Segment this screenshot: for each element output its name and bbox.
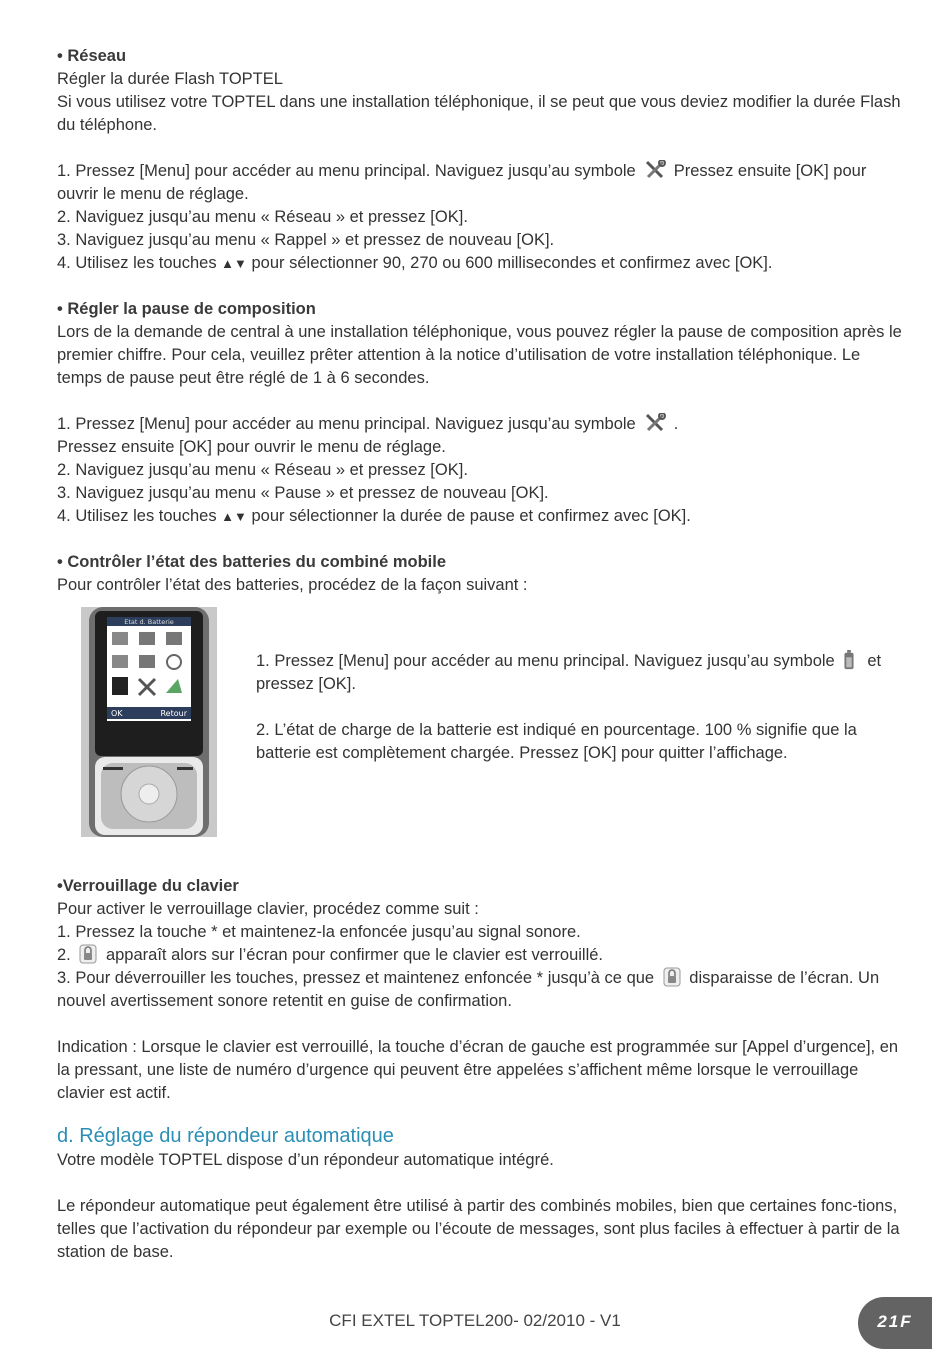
footer-text: CFI EXTEL TOPTEL200- 02/2010 - V1 [329, 1311, 621, 1330]
battery-steps [256, 650, 906, 765]
section-heading-batterie: • Contrôler l’état des batteries du combiné mobile [57, 553, 447, 571]
phone-handset-image [81, 607, 217, 837]
verrou-indication: Indication : Lorsque le clavier est verrouillé, la touche d’écran de gauche est programmée sur [Appel d’urgence], en la pressant, une liste de numéro d’urgence qui peuvent être appelées s’affichent même lorsque le verrouillage clavier est actif. [57, 1038, 899, 1102]
screen-ok-softkey: OK [111, 709, 123, 718]
batterie-step-1: 1. Pressez [Menu] pour accéder au menu principal. Naviguez jusqu’au symbole et pressez [OK]. [256, 652, 882, 693]
page-number-tab: 21F [858, 1297, 932, 1349]
lock-icon [663, 967, 681, 987]
repondeur-p1: Votre modèle TOPTEL dispose d’un répondeur automatique intégré. [57, 1151, 554, 1169]
reseau-step-2: 2. Naviguez jusqu’au menu « Réseau » et pressez [OK]. [57, 208, 468, 226]
reseau-step-4: 4. Utilisez les touches ▲▼ pour sélectionner 90, 270 ou 600 millisecondes et confirmez avec [OK]. [57, 254, 773, 272]
verrou-step-1: 1. Pressez la touche * et maintenez-la enfoncée jusqu’au signal sonore. [57, 923, 581, 941]
settings-tools-icon [642, 413, 668, 433]
up-down-arrows-icon: ▲▼ [221, 256, 247, 271]
pause-step-1: 1. Pressez [Menu] pour accéder au menu principal. Naviguez jusqu’au symbole . [57, 415, 679, 433]
verrou-step-2: 2. apparaît alors sur l’écran pour confirmer que le clavier est verrouillé. [57, 946, 604, 964]
pause-step-1-cont: Pressez ensuite [OK] pour ouvrir le menu de réglage. [57, 438, 446, 456]
section-heading-reseau: • Réseau [57, 47, 127, 65]
document-body [57, 45, 907, 1264]
batterie-step-2: 2. L’état de charge de la batterie est indiqué en pourcentage. 100 % signifie que la batterie est complètement chargée. Pressez [OK] pour quitter l’affichage. [256, 721, 857, 762]
pause-step-3: 3. Naviguez jusqu’au menu « Pause » et pressez de nouveau [OK]. [57, 484, 549, 502]
reseau-step-3: 3. Naviguez jusqu’au menu « Rappel » et pressez de nouveau [OK]. [57, 231, 555, 249]
reseau-intro: Si vous utilisez votre TOPTEL dans une installation téléphonique, il se peut que vous deviez modifier la durée Flash du téléphone. [57, 93, 901, 134]
battery-icon [841, 650, 857, 670]
settings-tools-icon [642, 160, 668, 180]
up-down-arrows-icon: ▲▼ [221, 509, 247, 524]
section-heading-verrouillage: •Verrouillage du clavier [57, 877, 239, 895]
reseau-subtitle: Régler la durée Flash TOPTEL [57, 70, 283, 88]
verrou-step-3: 3. Pour déverrouiller les touches, pressez et maintenez enfoncée * jusqu’à ce que disparaisse de l’écran. Un nouvel avertissement sonore retentit en guise de confirmation. [57, 969, 880, 1010]
section-heading-pause: • Régler la pause de composition [57, 300, 316, 318]
lock-icon [79, 944, 97, 964]
reseau-step-1: 1. Pressez [Menu] pour accéder au menu principal. Naviguez jusqu’au symbole Pressez ensuite [OK] pour ouvrir le menu de réglage. [57, 162, 867, 203]
screen-title: Etat d. Batterie [124, 618, 174, 626]
pause-intro: Lors de la demande de central à une installation téléphonique, vous pouvez régler la pause de composition après le premier chiffre. Pour cela, veuillez prêter attention à la notice d’utilisation de votre installation téléphonique. Le temps de pause peut être réglé de 1 à 6 secondes. [57, 323, 902, 387]
batterie-intro: Pour contrôler l’état des batteries, procédez de la façon suivant : [57, 576, 528, 594]
section-heading-repondeur: d. Réglage du répondeur automatique [57, 1125, 394, 1147]
verrou-intro: Pour activer le verrouillage clavier, procédez comme suit : [57, 900, 479, 918]
pause-step-4: 4. Utilisez les touches ▲▼ pour sélectionner la durée de pause et confirmez avec [OK]. [57, 507, 691, 525]
pause-step-2: 2. Naviguez jusqu’au menu « Réseau » et pressez [OK]. [57, 461, 468, 479]
repondeur-p2: Le répondeur automatique peut également être utilisé à partir des combinés mobiles, bien que certaines fonc-tions, telles que l’activation du répondeur par exemple ou l’écoute de messages, sont plus faciles à effectuer à partir de la station de base. [57, 1197, 900, 1261]
screen-back-softkey: Retour [160, 709, 187, 718]
battery-section [57, 607, 907, 875]
